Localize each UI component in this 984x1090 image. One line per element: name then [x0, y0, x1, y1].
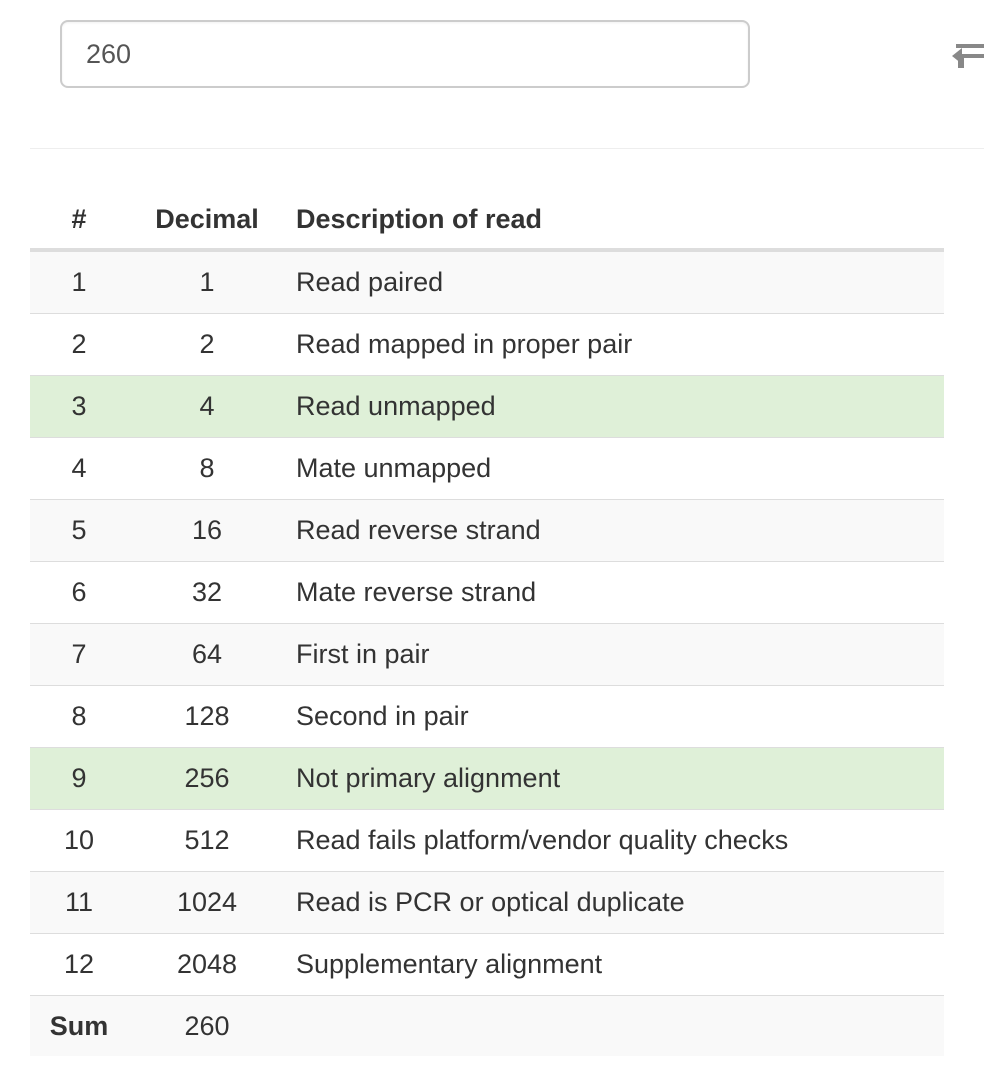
row-number: 5 [30, 500, 128, 562]
row-description: Supplementary alignment [286, 934, 944, 996]
row-decimal: 128 [128, 686, 286, 748]
row-number: 3 [30, 376, 128, 438]
table-row[interactable] [30, 376, 944, 438]
row-number: 9 [30, 748, 128, 810]
row-number: 6 [30, 562, 128, 624]
row-description: Read reverse strand [286, 500, 944, 562]
row-description: Read unmapped [286, 376, 944, 438]
header-description: Description of read [286, 190, 944, 250]
row-description: Read paired [286, 250, 944, 314]
table-row[interactable] [30, 250, 944, 314]
sum-value: 260 [128, 996, 286, 1057]
row-number: 10 [30, 810, 128, 872]
sum-empty-cell [286, 996, 944, 1057]
table-row[interactable] [30, 438, 944, 500]
sum-row [30, 996, 944, 1057]
row-description: Read is PCR or optical duplicate [286, 872, 944, 934]
row-decimal: 2 [128, 314, 286, 376]
row-decimal: 2048 [128, 934, 286, 996]
sum-label: Sum [30, 996, 128, 1057]
row-decimal: 8 [128, 438, 286, 500]
row-description: First in pair [286, 624, 944, 686]
row-decimal: 512 [128, 810, 286, 872]
row-decimal: 4 [128, 376, 286, 438]
row-number: 4 [30, 438, 128, 500]
row-number: 8 [30, 686, 128, 748]
table-row[interactable] [30, 562, 944, 624]
flags-table [30, 190, 944, 1056]
swap-arrows-icon[interactable] [952, 38, 984, 72]
row-decimal: 1 [128, 250, 286, 314]
row-description: Mate reverse strand [286, 562, 944, 624]
table-row[interactable] [30, 500, 944, 562]
row-decimal: 16 [128, 500, 286, 562]
row-number: 11 [30, 872, 128, 934]
row-description: Read mapped in proper pair [286, 314, 944, 376]
table-row[interactable] [30, 872, 944, 934]
table-row[interactable] [30, 934, 944, 996]
table-row[interactable] [30, 624, 944, 686]
row-number: 7 [30, 624, 128, 686]
table-row[interactable] [30, 810, 944, 872]
row-decimal: 1024 [128, 872, 286, 934]
row-number: 1 [30, 250, 128, 314]
row-decimal: 32 [128, 562, 286, 624]
row-description: Second in pair [286, 686, 944, 748]
row-number: 2 [30, 314, 128, 376]
row-decimal: 256 [128, 748, 286, 810]
table-row[interactable] [30, 314, 944, 376]
flag-value-input[interactable] [60, 20, 750, 88]
row-description: Not primary alignment [286, 748, 944, 810]
divider [30, 148, 984, 149]
table-header-row [30, 190, 944, 250]
table-row[interactable] [30, 748, 944, 810]
row-decimal: 64 [128, 624, 286, 686]
header-decimal: Decimal [128, 190, 286, 250]
table-row[interactable] [30, 686, 944, 748]
row-description: Mate unmapped [286, 438, 944, 500]
row-number: 12 [30, 934, 128, 996]
flags-table-body [30, 250, 944, 996]
header-number: # [30, 190, 128, 250]
row-description: Read fails platform/vendor quality checks [286, 810, 944, 872]
